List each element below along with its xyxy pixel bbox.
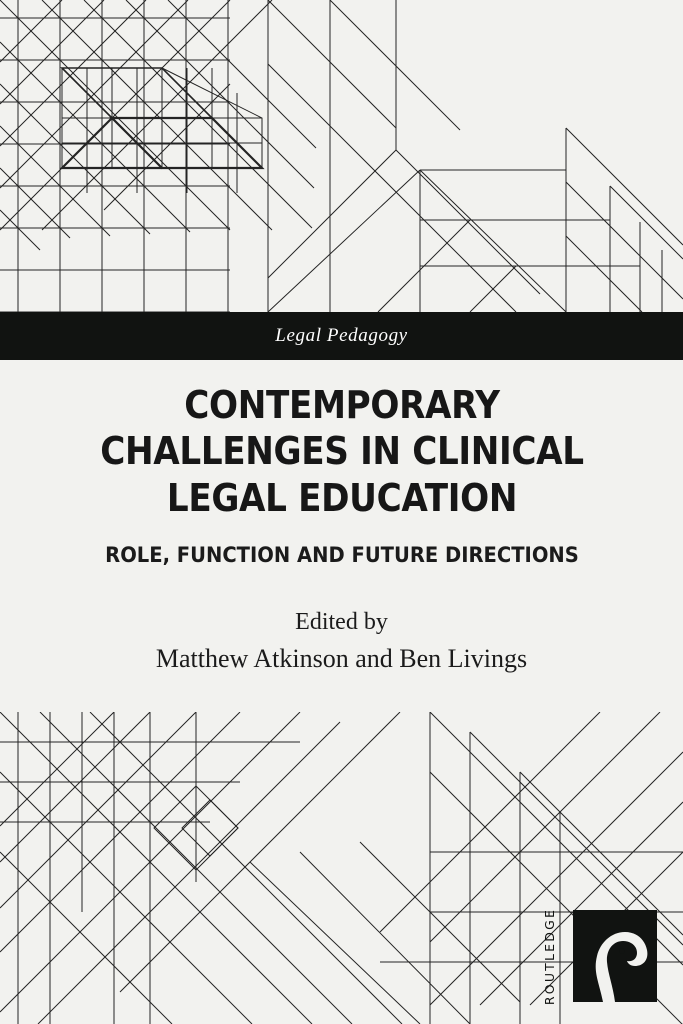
cover-text-panel [0,360,683,712]
routledge-face-icon [573,910,657,1002]
title-line-2: CHALLENGES IN CLINICAL [99,429,584,474]
publisher-wordmark [527,907,573,1005]
top-line-art [0,0,683,312]
edited-by-label: Edited by [295,609,388,636]
page-subtitle: ROLE, FUNCTION AND FUTURE DIRECTIONS [104,543,579,568]
title-line-3: LEGAL EDUCATION [166,475,517,520]
series-title: Legal Pedagogy [275,325,408,346]
page-title [90,382,594,521]
publisher-name: ROUTLEDGE [542,907,558,1005]
publisher-logo [527,907,657,1005]
editor-names: Matthew Atkinson and Ben Livings [155,644,528,674]
title-line-1: CONTEMPORARY [183,383,500,427]
series-band [0,312,683,360]
